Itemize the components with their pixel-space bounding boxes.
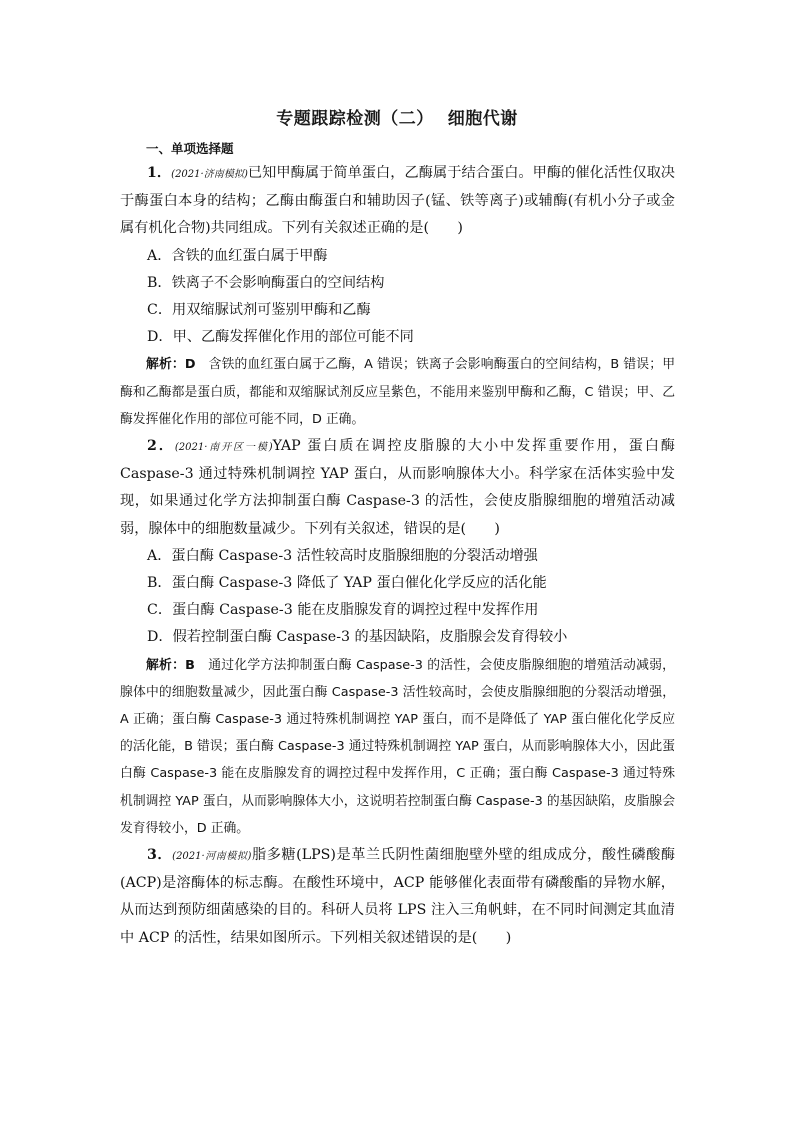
question-text: 脂多糖(LPS)是革兰氏阴性菌细胞壁外壁的组成成分，酸性磷酸酶(ACP)是溶酶体的标志酶。在酸性环境中，ACP 能够催化表面带有磷酸酯的异物水解，从而达到预防细菌感染的目的。科研人员将 LPS 注入三角帆蚌，在不同时间测定其血清中 ACP 的活性，结果如图所示。下列相关叙述错误的是( )	[120, 847, 676, 946]
question-2-answer	[120, 652, 675, 842]
question-1-answer	[120, 351, 675, 433]
question-1-option-a: A．含铁的血红蛋白属于甲酶	[147, 247, 328, 264]
question-text: 已知甲酶属于简单蛋白，乙酶属于结合蛋白。甲酶的催化活性仅取决于酶蛋白本身的结构；乙酶由酶蛋白和辅助因子(锰、铁等离子)或辅酶(有机小分子或金属有机化合物)共同组成。下列有关叙述正确的是( )	[120, 165, 675, 237]
answer-text: 含铁的血红蛋白属于乙酶，A 错误；铁离子会影响酶蛋白的空间结构，B 错误；甲酶和乙酶都是蛋白质，都能和双缩脲试剂反应呈紫色，不能用来鉴别甲酶和乙酶，C 错误；甲、乙酶发挥催化作用的部位可能不同，D 正确。	[120, 357, 676, 427]
question-source: (2021·南开区一模)	[174, 442, 273, 454]
page-title-main: 专题跟踪检测（二）	[276, 109, 434, 129]
document-body	[120, 160, 675, 952]
question-2-option-d: D．假若控制蛋白酶 Caspase-3 的基因缺陷，皮脂腺会发育得较小	[147, 629, 568, 646]
page-title-sub: 细胞代谢	[447, 109, 518, 129]
question-source: (2021·济南模拟)	[171, 169, 248, 180]
question-number: 2．	[147, 438, 175, 455]
question-text: YAP 蛋白质在调控皮脂腺的大小中发挥重要作用，蛋白酶 Caspase-3 通过特殊机制调控 YAP 蛋白，从而影响腺体大小。科学家在活体实验中发现，如果通过化学方法抑制蛋白酶 Caspase-3 的活性，会使皮脂腺细胞的增殖活动减弱，腺体中的细胞数量减少。下列有关叙述，错误的是( )	[120, 438, 675, 537]
section-heading: 一、单项选择题	[146, 141, 234, 156]
question-source: (2021·河南模拟)	[172, 851, 252, 863]
question-2-stem	[120, 433, 675, 543]
question-2-option-a: A．蛋白酶 Caspase-3 活性较高时皮脂腺细胞的分裂活动增强	[147, 547, 538, 564]
question-2-option-c: C．蛋白酶 Caspase-3 能在皮脂腺发育的调控过程中发挥作用	[147, 602, 539, 619]
question-1-option-b: B．铁离子不会影响酶蛋白的空间结构	[147, 274, 385, 291]
question-number: 3．	[147, 847, 173, 864]
question-2-option-b: B．蛋白酶 Caspase-3 降低了 YAP 蛋白催化化学反应的活化能	[147, 575, 547, 592]
question-3-stem	[120, 842, 675, 952]
page-title	[0, 104, 794, 129]
answer-lead: 解析：B	[146, 657, 209, 673]
question-1-option-c: C．用双缩脲试剂可鉴别甲酶和乙酶	[147, 302, 371, 319]
question-number: 1．	[147, 165, 172, 181]
question-1-option-d: D．甲、乙酶发挥催化作用的部位可能不同	[147, 329, 414, 346]
answer-lead: 解析：D	[146, 357, 209, 373]
question-1-stem	[120, 160, 675, 243]
answer-text: 通过化学方法抑制蛋白酶 Caspase-3 的活性，会使皮脂腺细胞的增殖活动减弱，腺体中的细胞数量减少，因此蛋白酶 Caspase-3 活性较高时，会使皮脂腺细胞的分裂活动增强，A 正确；蛋白酶 Caspase-3 通过特殊机制调控 YAP 蛋白，而不是降低了 YAP 蛋白催化化学反应的活化能，B 错误；蛋白酶 Caspase-3 通过特殊机制调控 YAP 蛋白，从而影响腺体大小，因此蛋白酶 Caspase-3 能在皮脂腺发育的调控过程中发挥作用，C 正确；蛋白酶 Caspase-3 通过特殊机制调控 YAP 蛋白，从而影响腺体大小，这说明若控制蛋白酶 Caspase-3 的基因缺陷，皮脂腺会发育得较小，D 正确。	[120, 657, 675, 836]
